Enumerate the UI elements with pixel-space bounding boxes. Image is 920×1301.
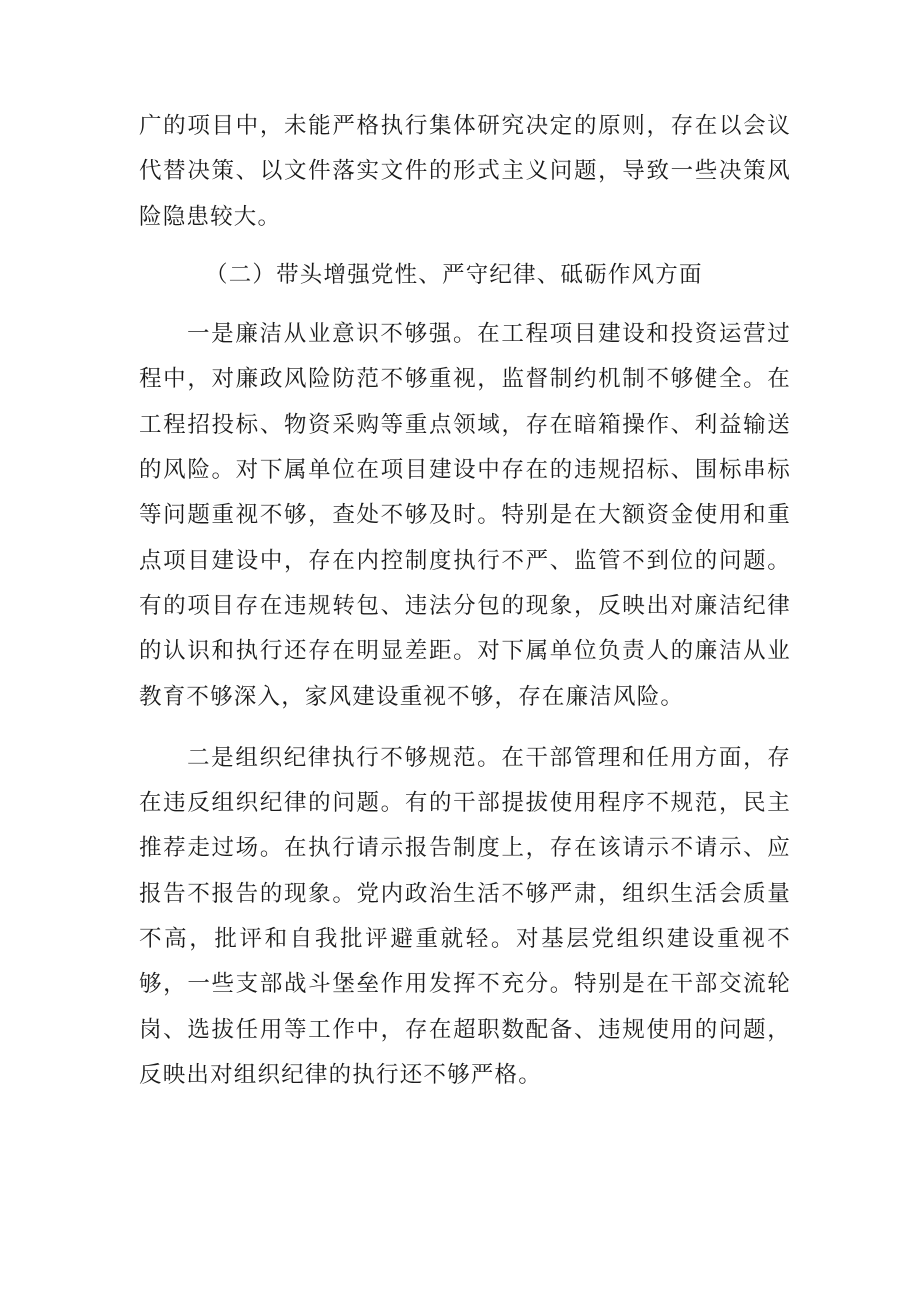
paragraph-integrity: 一是廉洁从业意识不够强。在工程项目建设和投资运营过程中，对廉政风险防范不够重视，监督制约机制不够健全。在工程招投标、物资采购等重点领域，存在暗箱操作、利益输送的风险。对下属单位在项目建设中存在的违规招标、围标串标等问题重视不够，查处不够及时。特别是在大额资金使用和重点项目建设中，存在内控制度执行不严、监管不到位的问题。有的项目存在违规转包、违法分包的现象，反映出对廉洁纪律的认识和执行还存在明显差距。对下属单位负责人的廉洁从业教育不够深入，家风建设重视不够，存在廉洁风险。 xyxy=(139,321,791,710)
document-page xyxy=(139,104,791,1098)
paragraph-continuation: 广的项目中，未能严格执行集体研究决定的原则，存在以会议代替决策、以文件落实文件的形式主义问题，导致一些决策风险隐患较大。 xyxy=(139,113,791,230)
section-heading: （二）带头增强党性、严守纪律、砥砺作风方面 xyxy=(205,261,703,288)
paragraph-gap xyxy=(139,720,791,736)
paragraph-organization-discipline: 二是组织纪律执行不够规范。在干部管理和任用方面，存在违反组织纪律的问题。有的干部提拔使用程序不规范，民主推荐走过场。在执行请示报告制度上，存在该请示不请示、应报告不报告的现象。党内政治生活不够严肃，组织生活会质量不高，批评和自我批评避重就轻。对基层党组织建设重视不够，一些支部战斗堡垒作用发挥不充分。特别是在干部交流轮岗、选拔任用等工作中，存在超职数配备、违规使用的问题，反映出对组织纪律的执行还不够严格。 xyxy=(139,744,791,1088)
paragraph-gap xyxy=(139,298,791,312)
paragraph-gap xyxy=(139,240,791,253)
